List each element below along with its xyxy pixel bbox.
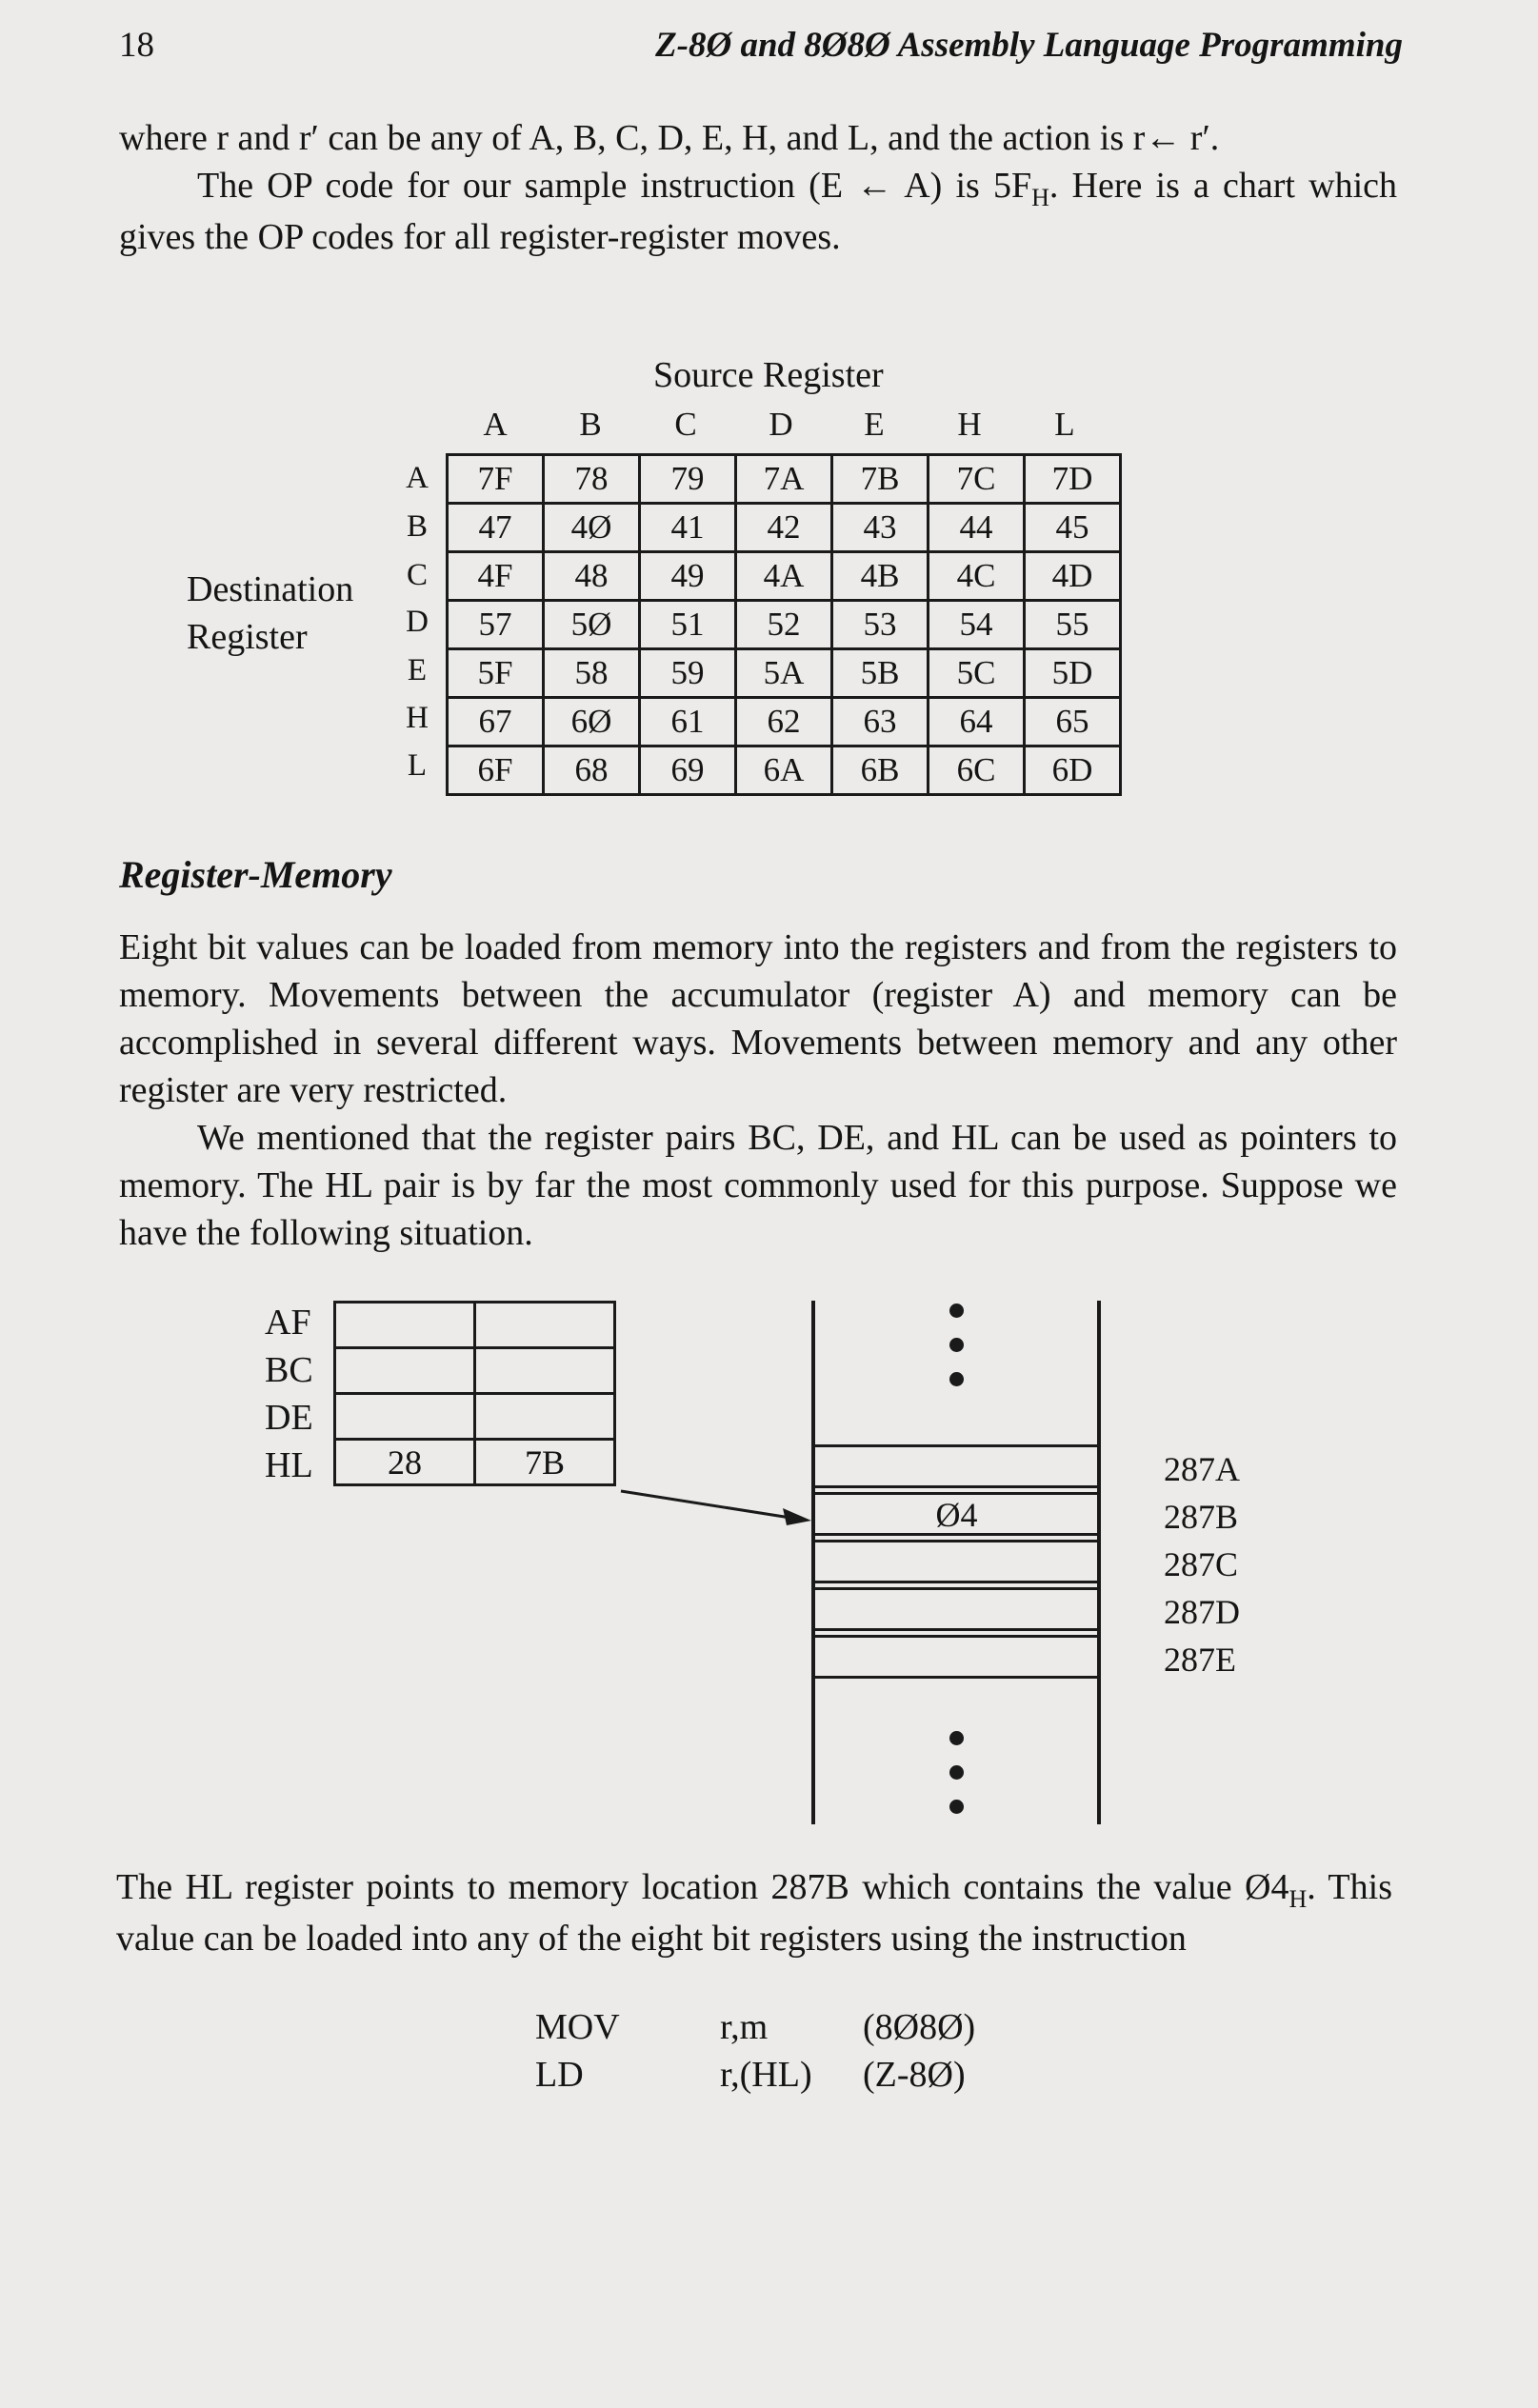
closing-text [116, 1863, 1392, 1962]
section-heading: Register-Memory [119, 853, 392, 896]
opcode-cell: 67 [448, 698, 544, 746]
address-label: 287D [1164, 1593, 1240, 1631]
register-low-byte: 7B [475, 1440, 615, 1485]
register-row-hl [335, 1440, 615, 1485]
table-row [448, 601, 1121, 649]
memory-cell-287a [812, 1444, 1101, 1488]
table-row [448, 455, 1121, 504]
opcode-cell: 7A [736, 455, 832, 504]
intro-line-2-post: . Here is a chart which gives the OP codes for all register-register moves. [119, 166, 1397, 257]
opcode-cell: 5F [448, 649, 544, 698]
register-high-byte: 28 [335, 1440, 475, 1485]
intro-line-1: where r and r′ can be any of A, B, C, D, E, H, and L, and the action is r← r′. [119, 118, 1220, 158]
ellipsis-dot [949, 1372, 964, 1386]
ellipsis-dot [949, 1800, 964, 1814]
register-low-byte [475, 1394, 615, 1440]
col-header-l: L [1054, 406, 1075, 443]
opcode-cell: 4Ø [544, 504, 640, 552]
register-label-de: DE [265, 1398, 313, 1438]
opcode-cell: 5D [1025, 649, 1121, 698]
register-high-byte [335, 1394, 475, 1440]
col-header-a: A [483, 406, 508, 443]
opcode-cell: 5Ø [544, 601, 640, 649]
register-label-hl: HL [265, 1445, 313, 1485]
instruction-cpu: (Z-8Ø) [863, 2055, 966, 2095]
address-label: 287E [1164, 1641, 1236, 1679]
opcode-cell: 5C [929, 649, 1025, 698]
closing-text-sub: H [1288, 1885, 1308, 1913]
opcode-cell: 51 [640, 601, 736, 649]
opcode-cell: 7C [929, 455, 1025, 504]
opcode-cell: 52 [736, 601, 832, 649]
running-header-title: Z-8Ø and 8Ø8Ø Assembly Language Programming [655, 26, 1403, 65]
opcode-cell: 48 [544, 552, 640, 601]
opcode-cell: 6Ø [544, 698, 640, 746]
opcode-cell: 54 [929, 601, 1025, 649]
opcode-cell: 78 [544, 455, 640, 504]
ellipsis-dot [949, 1304, 964, 1318]
opcode-cell: 59 [640, 649, 736, 698]
opcode-cell: 49 [640, 552, 736, 601]
intro-line-2 [119, 162, 1397, 261]
col-header-d: D [769, 406, 793, 443]
table-row [448, 552, 1121, 601]
opcode-cell: 7F [448, 455, 544, 504]
register-low-byte [475, 1348, 615, 1394]
opcode-cell: 6D [1025, 746, 1121, 795]
opcode-cell: 41 [640, 504, 736, 552]
address-label: 287A [1164, 1450, 1240, 1488]
opcode-cell: 64 [929, 698, 1025, 746]
table-row [448, 504, 1121, 552]
col-header-h: H [957, 406, 982, 443]
intro-line-2-pre: The OP code for our sample instruction (E ← A) is 5F [197, 166, 1032, 206]
opcode-cell: 65 [1025, 698, 1121, 746]
opcode-cell: 4B [832, 552, 929, 601]
opcode-cell: 55 [1025, 601, 1121, 649]
source-register-title: Source Register [653, 355, 884, 395]
opcode-cell: 7B [832, 455, 929, 504]
col-header-b: B [579, 406, 602, 443]
row-header-e: E [407, 653, 428, 687]
opcode-cell: 44 [929, 504, 1025, 552]
register-row-bc [335, 1348, 615, 1394]
section-paragraph-2: We mentioned that the register pairs BC, DE, and HL can be used as pointers to memory. The HL pair is by far the most commonly used for this purpose. Suppose we have the following situation. [119, 1118, 1397, 1253]
opcode-cell: 4A [736, 552, 832, 601]
row-header-c: C [406, 558, 428, 592]
row-header-b: B [406, 509, 428, 544]
ellipsis-dot [949, 1731, 964, 1745]
row-header-a: A [406, 461, 429, 495]
opcode-cell: 43 [832, 504, 929, 552]
row-header-l: L [407, 748, 428, 783]
opcode-cell: 68 [544, 746, 640, 795]
opcode-cell: 5A [736, 649, 832, 698]
register-row-de [335, 1394, 615, 1440]
opcode-cell: 45 [1025, 504, 1121, 552]
register-high-byte [335, 1303, 475, 1348]
address-label: 287C [1164, 1545, 1239, 1583]
closing-text-post: . This value can be loaded into any of the eight bit registers using the instruction [116, 1867, 1392, 1959]
opcode-cell: 7D [1025, 455, 1121, 504]
section-text [119, 924, 1397, 1257]
row-header-h: H [406, 701, 429, 735]
opcode-cell: 6B [832, 746, 929, 795]
opcode-cell: 4C [929, 552, 1025, 601]
table-row [448, 746, 1121, 795]
instruction-args: r,m [720, 2007, 769, 2047]
instruction-op: MOV [535, 2007, 620, 2047]
ellipsis-dot [949, 1338, 964, 1352]
register-pair-boxes [333, 1301, 616, 1486]
opcode-cell: 53 [832, 601, 929, 649]
intro-text [119, 114, 1397, 261]
ellipsis-dot [949, 1765, 964, 1780]
memory-cell-287d [812, 1587, 1101, 1631]
register-label-bc: BC [265, 1350, 313, 1390]
memory-cell-287c [812, 1540, 1101, 1583]
opcode-cell: 4F [448, 552, 544, 601]
instruction-cpu: (8Ø8Ø) [863, 2007, 976, 2047]
memory-cell-287b: Ø4 [812, 1492, 1101, 1536]
closing-paragraph [116, 1863, 1392, 1962]
intro-line-2-sub: H [1031, 184, 1049, 211]
opcode-cell: 4D [1025, 552, 1121, 601]
opcode-cell: 62 [736, 698, 832, 746]
opcode-cell: 61 [640, 698, 736, 746]
register-high-byte [335, 1348, 475, 1394]
col-header-c: C [674, 406, 697, 443]
opcode-cell: 79 [640, 455, 736, 504]
opcode-cell: 6A [736, 746, 832, 795]
memory-cell-287e [812, 1635, 1101, 1679]
instruction-op: LD [535, 2055, 584, 2095]
opcode-cell: 69 [640, 746, 736, 795]
opcode-cell: 58 [544, 649, 640, 698]
opcode-cell: 63 [832, 698, 929, 746]
table-row [448, 649, 1121, 698]
destination-register-title [187, 566, 353, 661]
opcode-cell: 6C [929, 746, 1025, 795]
row-header-d: D [406, 605, 429, 639]
closing-text-pre: The HL register points to memory location 287B which contains the value Ø4 [116, 1867, 1289, 1907]
opcode-cell: 57 [448, 601, 544, 649]
section-paragraph-1: Eight bit values can be loaded from memory into the registers and from the registers to memory. Movements between the accumulator (register A) and memory can be accomplished in several different ways. Movements between memory and any other register are very restricted. [119, 927, 1397, 1110]
opcode-cell: 47 [448, 504, 544, 552]
opcode-cell: 6F [448, 746, 544, 795]
register-row-af [335, 1303, 615, 1348]
address-label: 287B [1164, 1498, 1239, 1536]
pointer-arrow [609, 1466, 819, 1533]
destination-title-line-2: Register [187, 617, 308, 657]
page-number: 18 [119, 26, 154, 65]
table-row [448, 698, 1121, 746]
destination-title-line-1: Destination [187, 569, 354, 609]
instruction-args: r,(HL) [720, 2055, 812, 2095]
opcode-table [446, 453, 1122, 796]
opcode-cell: 42 [736, 504, 832, 552]
register-label-af: AF [265, 1303, 311, 1343]
col-header-e: E [864, 406, 885, 443]
register-low-byte [475, 1303, 615, 1348]
opcode-cell: 5B [832, 649, 929, 698]
